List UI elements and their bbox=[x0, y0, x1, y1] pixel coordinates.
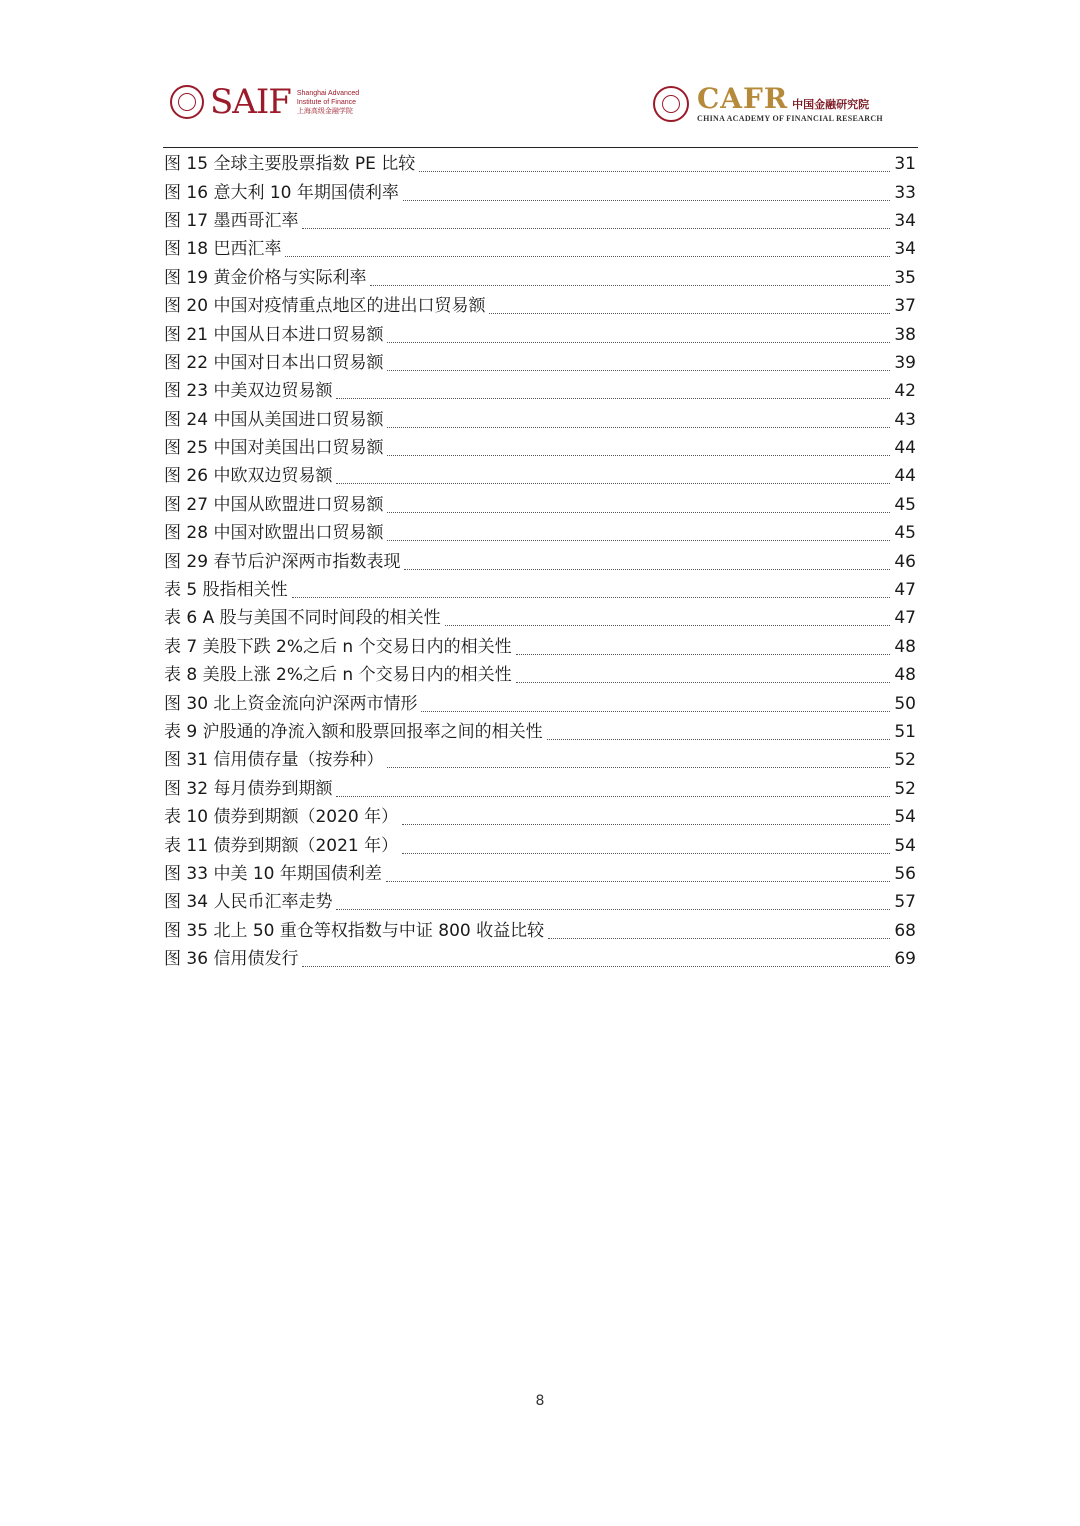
saif-logo-subtitle: Shanghai Advanced Institute of Finance 上海高级金融学院 bbox=[296, 89, 360, 115]
toc-entry[interactable] bbox=[164, 917, 916, 945]
toc-entry-title: 图 34 人民币汇率走势 bbox=[164, 892, 333, 913]
toc-entry-title: 表 11 债券到期额（2021 年） bbox=[164, 835, 399, 856]
toc-dot-leader bbox=[402, 823, 890, 825]
toc-entry-page: 33 bbox=[894, 182, 916, 203]
toc-entry-page: 31 bbox=[894, 154, 916, 175]
toc-entry[interactable] bbox=[164, 406, 916, 434]
toc-entry[interactable] bbox=[164, 235, 916, 263]
toc-dot-leader bbox=[516, 681, 890, 683]
toc-entry-title: 表 10 债券到期额（2020 年） bbox=[164, 807, 399, 828]
toc-entry-page: 45 bbox=[894, 523, 916, 544]
cafr-english-name: CHINA ACADEMY OF FINANCIAL RESEARCH bbox=[697, 113, 883, 123]
toc-entry-title: 表 5 股指相关性 bbox=[164, 580, 288, 601]
toc-dot-leader bbox=[387, 539, 890, 541]
toc-entry[interactable] bbox=[164, 661, 916, 689]
toc-entry-title: 图 22 中国对日本出口贸易额 bbox=[164, 352, 384, 373]
toc-entry[interactable] bbox=[164, 377, 916, 405]
toc-entry-title: 图 29 春节后沪深两市指数表现 bbox=[164, 551, 401, 572]
toc-dot-leader bbox=[387, 426, 890, 428]
toc-entry-title: 图 15 全球主要股票指数 PE 比较 bbox=[164, 154, 416, 175]
toc-entry[interactable] bbox=[164, 207, 916, 235]
toc-dot-leader bbox=[302, 227, 890, 229]
toc-entry[interactable] bbox=[164, 860, 916, 888]
toc-dot-leader bbox=[404, 568, 890, 570]
toc-entry-title: 图 27 中国从欧盟进口贸易额 bbox=[164, 494, 384, 515]
toc-entry[interactable] bbox=[164, 462, 916, 490]
toc-entry[interactable] bbox=[164, 150, 916, 178]
toc-dot-leader bbox=[285, 255, 890, 257]
toc-entry-page: 47 bbox=[894, 608, 916, 629]
toc-entry-title: 图 30 北上资金流向沪深两市情形 bbox=[164, 693, 418, 714]
toc-entry[interactable] bbox=[164, 576, 916, 604]
toc-entry[interactable] bbox=[164, 831, 916, 859]
toc-dot-leader bbox=[336, 482, 890, 484]
toc-entry-page: 48 bbox=[894, 636, 916, 657]
toc-entry-page: 52 bbox=[894, 750, 916, 771]
toc-entry-title: 图 33 中美 10 年期国债利差 bbox=[164, 863, 382, 884]
toc-entry-title: 图 26 中欧双边贸易额 bbox=[164, 466, 333, 487]
toc-entry[interactable] bbox=[164, 491, 916, 519]
toc-entry-page: 42 bbox=[894, 381, 916, 402]
toc-dot-leader bbox=[403, 199, 890, 201]
cafr-chinese-name: 中国金融研究院 bbox=[792, 97, 870, 111]
saif-logo-mark: SAIF bbox=[210, 82, 291, 122]
toc-entry-title: 图 36 信用债发行 bbox=[164, 949, 299, 970]
toc-entry[interactable] bbox=[164, 803, 916, 831]
toc-entry-title: 图 21 中国从日本进口贸易额 bbox=[164, 324, 384, 345]
toc-entry-title: 图 35 北上 50 重仓等权指数与中证 800 收益比较 bbox=[164, 920, 545, 941]
toc-dot-leader bbox=[421, 710, 890, 712]
toc-dot-leader bbox=[548, 937, 890, 939]
table-of-figures bbox=[164, 150, 916, 973]
toc-entry-page: 37 bbox=[894, 296, 916, 317]
toc-entry-page: 54 bbox=[894, 835, 916, 856]
toc-entry-page: 46 bbox=[894, 551, 916, 572]
toc-dot-leader bbox=[292, 596, 890, 598]
toc-entry-title: 图 16 意大利 10 年期国债利率 bbox=[164, 182, 399, 203]
toc-dot-leader bbox=[547, 738, 890, 740]
toc-entry-page: 52 bbox=[894, 778, 916, 799]
toc-entry-title: 表 7 美股下跌 2%之后 n 个交易日内的相关性 bbox=[164, 636, 512, 657]
toc-entry[interactable] bbox=[164, 604, 916, 632]
toc-dot-leader bbox=[387, 369, 890, 371]
toc-entry-title: 图 17 墨西哥汇率 bbox=[164, 210, 299, 231]
toc-entry[interactable] bbox=[164, 775, 916, 803]
toc-entry-page: 69 bbox=[894, 949, 916, 970]
toc-dot-leader bbox=[387, 341, 890, 343]
toc-entry-page: 47 bbox=[894, 580, 916, 601]
toc-entry-page: 43 bbox=[894, 409, 916, 430]
toc-entry-page: 56 bbox=[894, 863, 916, 884]
toc-entry-page: 45 bbox=[894, 494, 916, 515]
saif-seal-icon bbox=[170, 85, 204, 119]
toc-entry-title: 图 18 巴西汇率 bbox=[164, 239, 282, 260]
toc-entry-title: 图 32 每月债券到期额 bbox=[164, 778, 333, 799]
page-number: 8 bbox=[535, 1393, 545, 1409]
header-divider bbox=[163, 147, 918, 148]
toc-entry-page: 44 bbox=[894, 466, 916, 487]
toc-entry-page: 34 bbox=[894, 210, 916, 231]
toc-entry[interactable] bbox=[164, 292, 916, 320]
toc-entry-page: 50 bbox=[894, 693, 916, 714]
toc-dot-leader bbox=[402, 852, 890, 854]
toc-entry[interactable] bbox=[164, 689, 916, 717]
toc-entry[interactable] bbox=[164, 945, 916, 973]
page-header bbox=[0, 0, 1080, 150]
toc-dot-leader bbox=[302, 965, 890, 967]
toc-entry[interactable] bbox=[164, 349, 916, 377]
toc-entry-title: 图 25 中国对美国出口贸易额 bbox=[164, 438, 384, 459]
toc-entry-page: 48 bbox=[894, 665, 916, 686]
toc-entry-page: 57 bbox=[894, 892, 916, 913]
toc-entry[interactable] bbox=[164, 718, 916, 746]
toc-entry[interactable] bbox=[164, 547, 916, 575]
toc-dot-leader bbox=[419, 170, 890, 172]
toc-dot-leader bbox=[336, 795, 890, 797]
toc-entry[interactable] bbox=[164, 434, 916, 462]
toc-entry-page: 44 bbox=[894, 438, 916, 459]
toc-entry[interactable] bbox=[164, 320, 916, 348]
toc-entry-title: 图 28 中国对欧盟出口贸易额 bbox=[164, 523, 384, 544]
toc-entry-title: 图 23 中美双边贸易额 bbox=[164, 381, 333, 402]
cafr-seal-icon bbox=[653, 86, 689, 122]
toc-entry[interactable] bbox=[164, 746, 916, 774]
toc-entry-page: 54 bbox=[894, 807, 916, 828]
toc-entry-title: 图 19 黄金价格与实际利率 bbox=[164, 267, 367, 288]
cafr-logo-mark: CAFR bbox=[697, 81, 789, 115]
toc-entry[interactable] bbox=[164, 178, 916, 206]
cafr-logo bbox=[653, 81, 883, 124]
toc-dot-leader bbox=[387, 766, 890, 768]
toc-entry-title: 表 8 美股上涨 2%之后 n 个交易日内的相关性 bbox=[164, 665, 512, 686]
toc-entry-page: 35 bbox=[894, 267, 916, 288]
toc-dot-leader bbox=[516, 653, 890, 655]
toc-dot-leader bbox=[489, 312, 890, 314]
toc-dot-leader bbox=[445, 624, 890, 626]
toc-dot-leader bbox=[336, 397, 890, 399]
toc-dot-leader bbox=[387, 511, 890, 513]
toc-entry-page: 68 bbox=[894, 920, 916, 941]
toc-entry[interactable] bbox=[164, 519, 916, 547]
toc-entry-page: 51 bbox=[894, 722, 916, 742]
toc-entry-title: 图 20 中国对疫情重点地区的进出口贸易额 bbox=[164, 296, 486, 317]
toc-entry[interactable] bbox=[164, 264, 916, 292]
toc-dot-leader bbox=[370, 284, 890, 286]
toc-entry-title: 图 24 中国从美国进口贸易额 bbox=[164, 409, 384, 430]
toc-dot-leader bbox=[336, 908, 890, 910]
toc-dot-leader bbox=[387, 454, 890, 456]
toc-entry-title: 表 6 A 股与美国不同时间段的相关性 bbox=[164, 608, 441, 629]
toc-entry-title: 图 31 信用债存量（按券种） bbox=[164, 750, 384, 771]
toc-entry[interactable] bbox=[164, 633, 916, 661]
toc-entry-title: 表 9 沪股通的净流入额和股票回报率之间的相关性 bbox=[164, 722, 543, 742]
toc-dot-leader bbox=[386, 880, 890, 882]
toc-entry[interactable] bbox=[164, 888, 916, 916]
saif-logo bbox=[170, 82, 359, 122]
toc-entry-page: 34 bbox=[894, 239, 916, 260]
toc-entry-page: 38 bbox=[894, 324, 916, 345]
toc-entry-page: 39 bbox=[894, 352, 916, 373]
